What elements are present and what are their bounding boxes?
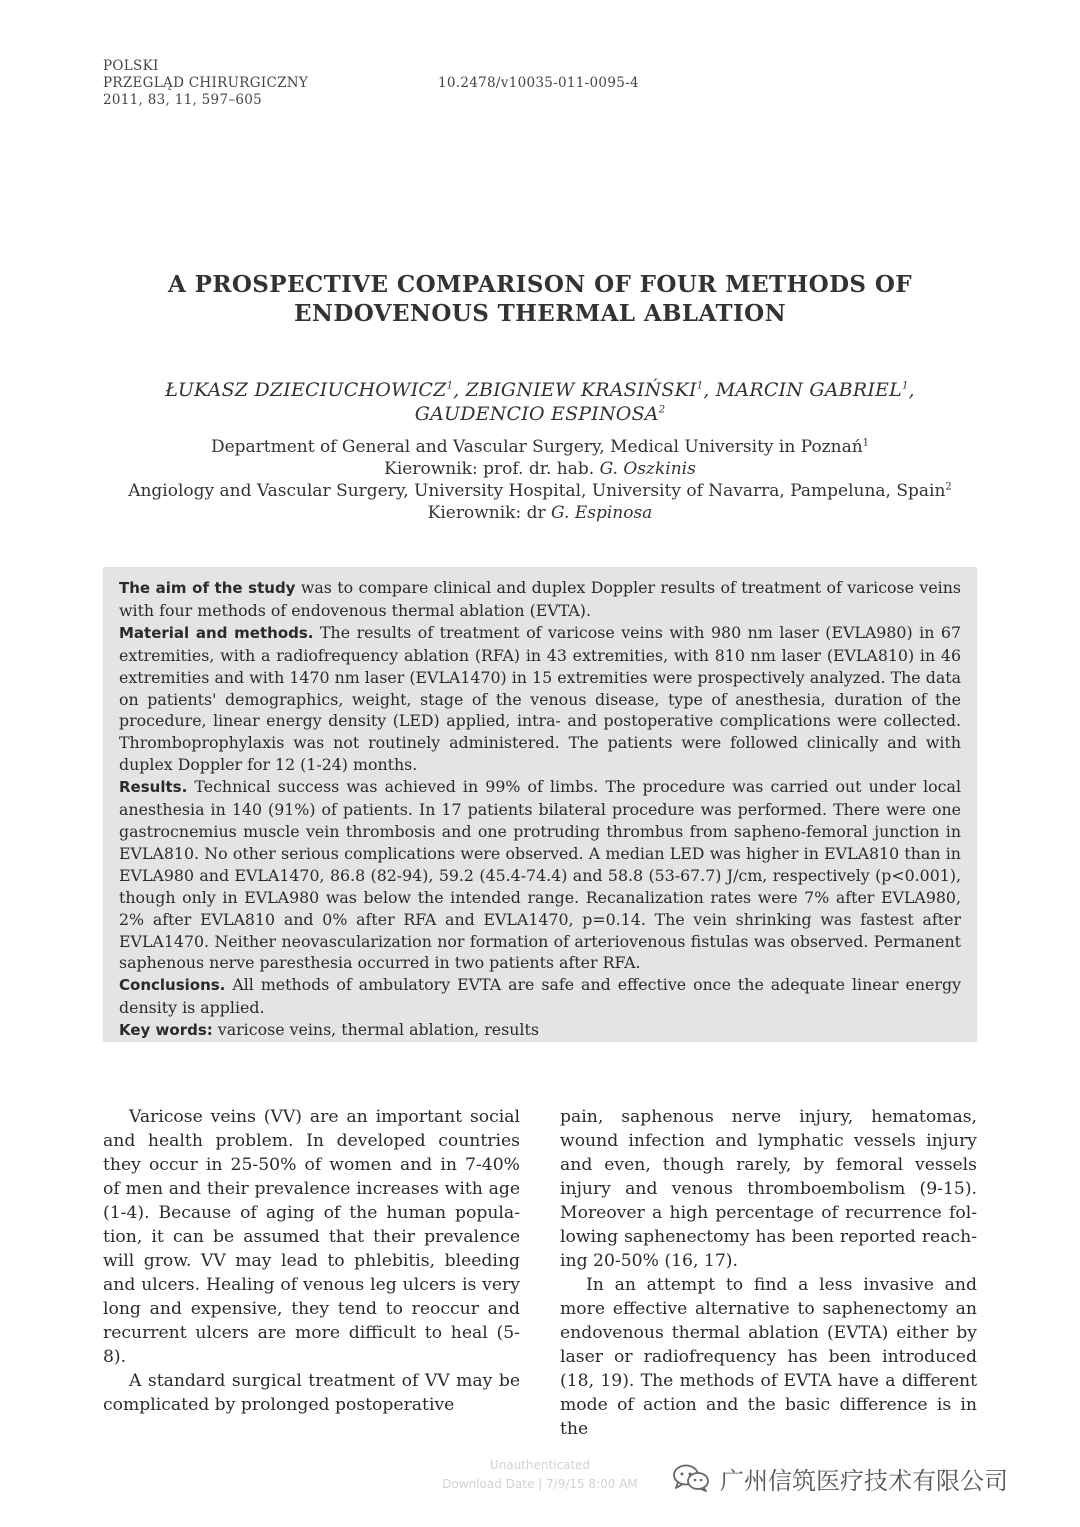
affiliation-1 <box>60 436 1020 458</box>
affiliation-marker: 2 <box>658 404 666 416</box>
abstract-label: Results. <box>119 778 188 797</box>
affiliation-2 <box>60 480 1020 502</box>
head-label: Kierownik: <box>384 459 484 479</box>
doi[interactable]: 10.2478/v10035-011-0095-4 <box>438 75 639 91</box>
head-1 <box>60 458 1020 480</box>
abstract-aim <box>119 577 961 622</box>
affiliation-marker: 1 <box>696 380 704 392</box>
head-2 <box>60 502 1020 524</box>
abstract-label: Material and methods. <box>119 623 314 642</box>
body-column-right <box>560 1105 977 1441</box>
author-name: GAUDENCIO ESPINOSA <box>414 403 659 425</box>
abstract-label: The aim of the study <box>119 579 296 597</box>
affiliation-marker: 2 <box>945 481 952 493</box>
head-name: G. Oszkinis <box>599 459 696 479</box>
abstract-methods <box>119 622 961 776</box>
author-name: MARCIN GABRIEL <box>715 379 902 401</box>
affiliations <box>60 436 1020 524</box>
affiliation-text: Angiology and Vascular Surgery, University Hospital, University of Navarra, Pampeluna, Spain <box>128 481 946 501</box>
abstract-text: The results of treatment of varicose veins with 980 nm laser (EVLA980) in 67 extremities, with a radiofrequency ablation (RFA) in 43 extremities, with 810 nm laser (EVLA810) in 46 extremities and with 1470 nm laser (EVLA1470) in 15 extremities were prospectively analyzed. The data on patients' demographics, weight, stage of the venous disease, type of anesthesia, duration of the procedure, linear energy density (LED) applied, intra- and postoperative complications were collected. Thromboprophylaxis was not routinely administered. The patients were followed clinically and with duplex Doppler for 12 (1-24) months. <box>119 622 961 775</box>
body-paragraph: Varicose veins (VV) are an important social and health problem. In developed countries they occur in 25-50% of women and in 7-40% of men and their prevalence increases with age (1-4). Because of aging of the human population, it can be assumed that their prevalence will grow. VV may lead to phlebitis, bleeding and ulcers. Healing of venous leg ulcers is very long and expensive, they tend to reoccur and recurrent ulcers are more difficult to heal (5-8). <box>103 1107 520 1367</box>
head-title: prof. dr. hab. <box>483 459 600 479</box>
author-name: ŁUKASZ DZIECIUCHOWICZ <box>165 379 447 401</box>
abstract-box <box>103 567 977 1042</box>
abstract-text: varicose veins, thermal ablation, results <box>212 1020 539 1040</box>
abstract-label: Conclusions. <box>119 976 226 995</box>
authors-line1: ŁUKASZ DZIECIUCHOWICZ$^1$, ZBIGNIEW KRASIŃSKI$^1$, MARCIN GABRIEL$^1$, <box>165 379 915 401</box>
title-line1: A PROSPECTIVE COMPARISON OF FOUR METHODS OF <box>167 271 913 298</box>
abstract-label: Key words: <box>119 1021 213 1040</box>
affiliation-marker: 1 <box>901 380 909 392</box>
journal-info <box>103 58 308 109</box>
author-list <box>100 378 980 426</box>
body-paragraph: In an attempt to find a less invasive and more effective alternative to saphenectomy an endovenous thermal ablation (EVTA) either by laser or radiofrequency has been introduced (18, 19). The methods of EVTA have a different mode of action and the basic difference is in the <box>560 1275 977 1439</box>
article-title <box>100 270 980 328</box>
wechat-icon <box>672 1463 710 1493</box>
head-name: G. Espinosa <box>551 503 653 523</box>
title-line2: ENDOVENOUS THERMAL ABLATION <box>294 300 786 327</box>
abstract-text: was to compare clinical and duplex Doppler results of treatment of varicose veins with four methods of endovenous thermal ablation (EVTA). <box>119 578 962 620</box>
head-title: dr <box>526 503 552 523</box>
brand-watermark <box>672 1458 1008 1498</box>
author-name: ZBIGNIEW KRASIŃSKI <box>465 379 697 401</box>
abstract-text: All methods of ambulatory EVTA are safe and effective once the adequate linear energy density is applied. <box>119 975 961 1018</box>
download-date-watermark: Download Date | 7/9/15 8:00 AM <box>442 1477 638 1491</box>
brand-name: 广州信筑医疗技术有限公司 <box>720 1466 1008 1495</box>
body-paragraph: A standard surgical treatment of VV may be complicated by prolonged postoperative <box>103 1371 520 1415</box>
affiliation-text: Department of General and Vascular Surgery, Medical University in Poznań <box>210 437 863 457</box>
abstract-text: Technical success was achieved in 99% of limbs. The procedure was carried out under local anesthesia in 140 (91%) of patients. In 17 patients bilateral procedure was performed. There were one gastrocnemius muscle vein thrombosis and one protruding thrombus from sapheno-femoral junction in EVLA810. No other serious complications were observed. A median LED was higher in EVLA810 than in EVLA980 and EVLA1470, 86.8 (82-94), 59.2 (45.4-74.4) and 58.8 (53-67.7) J/cm, respectively (p<0.001), though only in EVLA980 was below the intended range. Recanalization rates were 7% after EVLA980, 2% after EVLA810 and 0% after RFA and EVLA1470, p=0.14. The vein shrinking was fastest after EVLA1470. Neither neovascularization nor formation of arteriovenous fistulas was observed. Permanent saphenous nerve paresthesia occurred in two patients after RFA. <box>119 777 961 973</box>
body-paragraph: pain, saphenous nerve injury, hematomas, wound infection and lymphatic vessels injury and even, though rarely, by femoral vessels injury and venous thromboembolism (9-15). Moreover a high percentage of recurrence following saphenectomy has been reported reaching 20-50% (16, 17). <box>560 1107 977 1271</box>
head-label: Kierownik: <box>427 503 527 523</box>
body-column-left <box>103 1105 520 1417</box>
abstract-conclusions <box>119 974 961 1019</box>
abstract-results <box>119 776 961 974</box>
authors-line2 <box>100 402 980 426</box>
journal-citation: 2011, 83, 11, 597–605 <box>103 92 263 108</box>
affiliation-marker: 1 <box>446 380 454 392</box>
affiliation-marker: 1 <box>862 437 870 449</box>
journal-name-line1: POLSKI <box>103 58 159 74</box>
journal-name-line2: PRZEGLĄD CHIRURGICZNY <box>103 75 309 91</box>
download-watermark: Unauthenticated <box>489 1458 591 1472</box>
abstract-keywords <box>119 1019 961 1042</box>
